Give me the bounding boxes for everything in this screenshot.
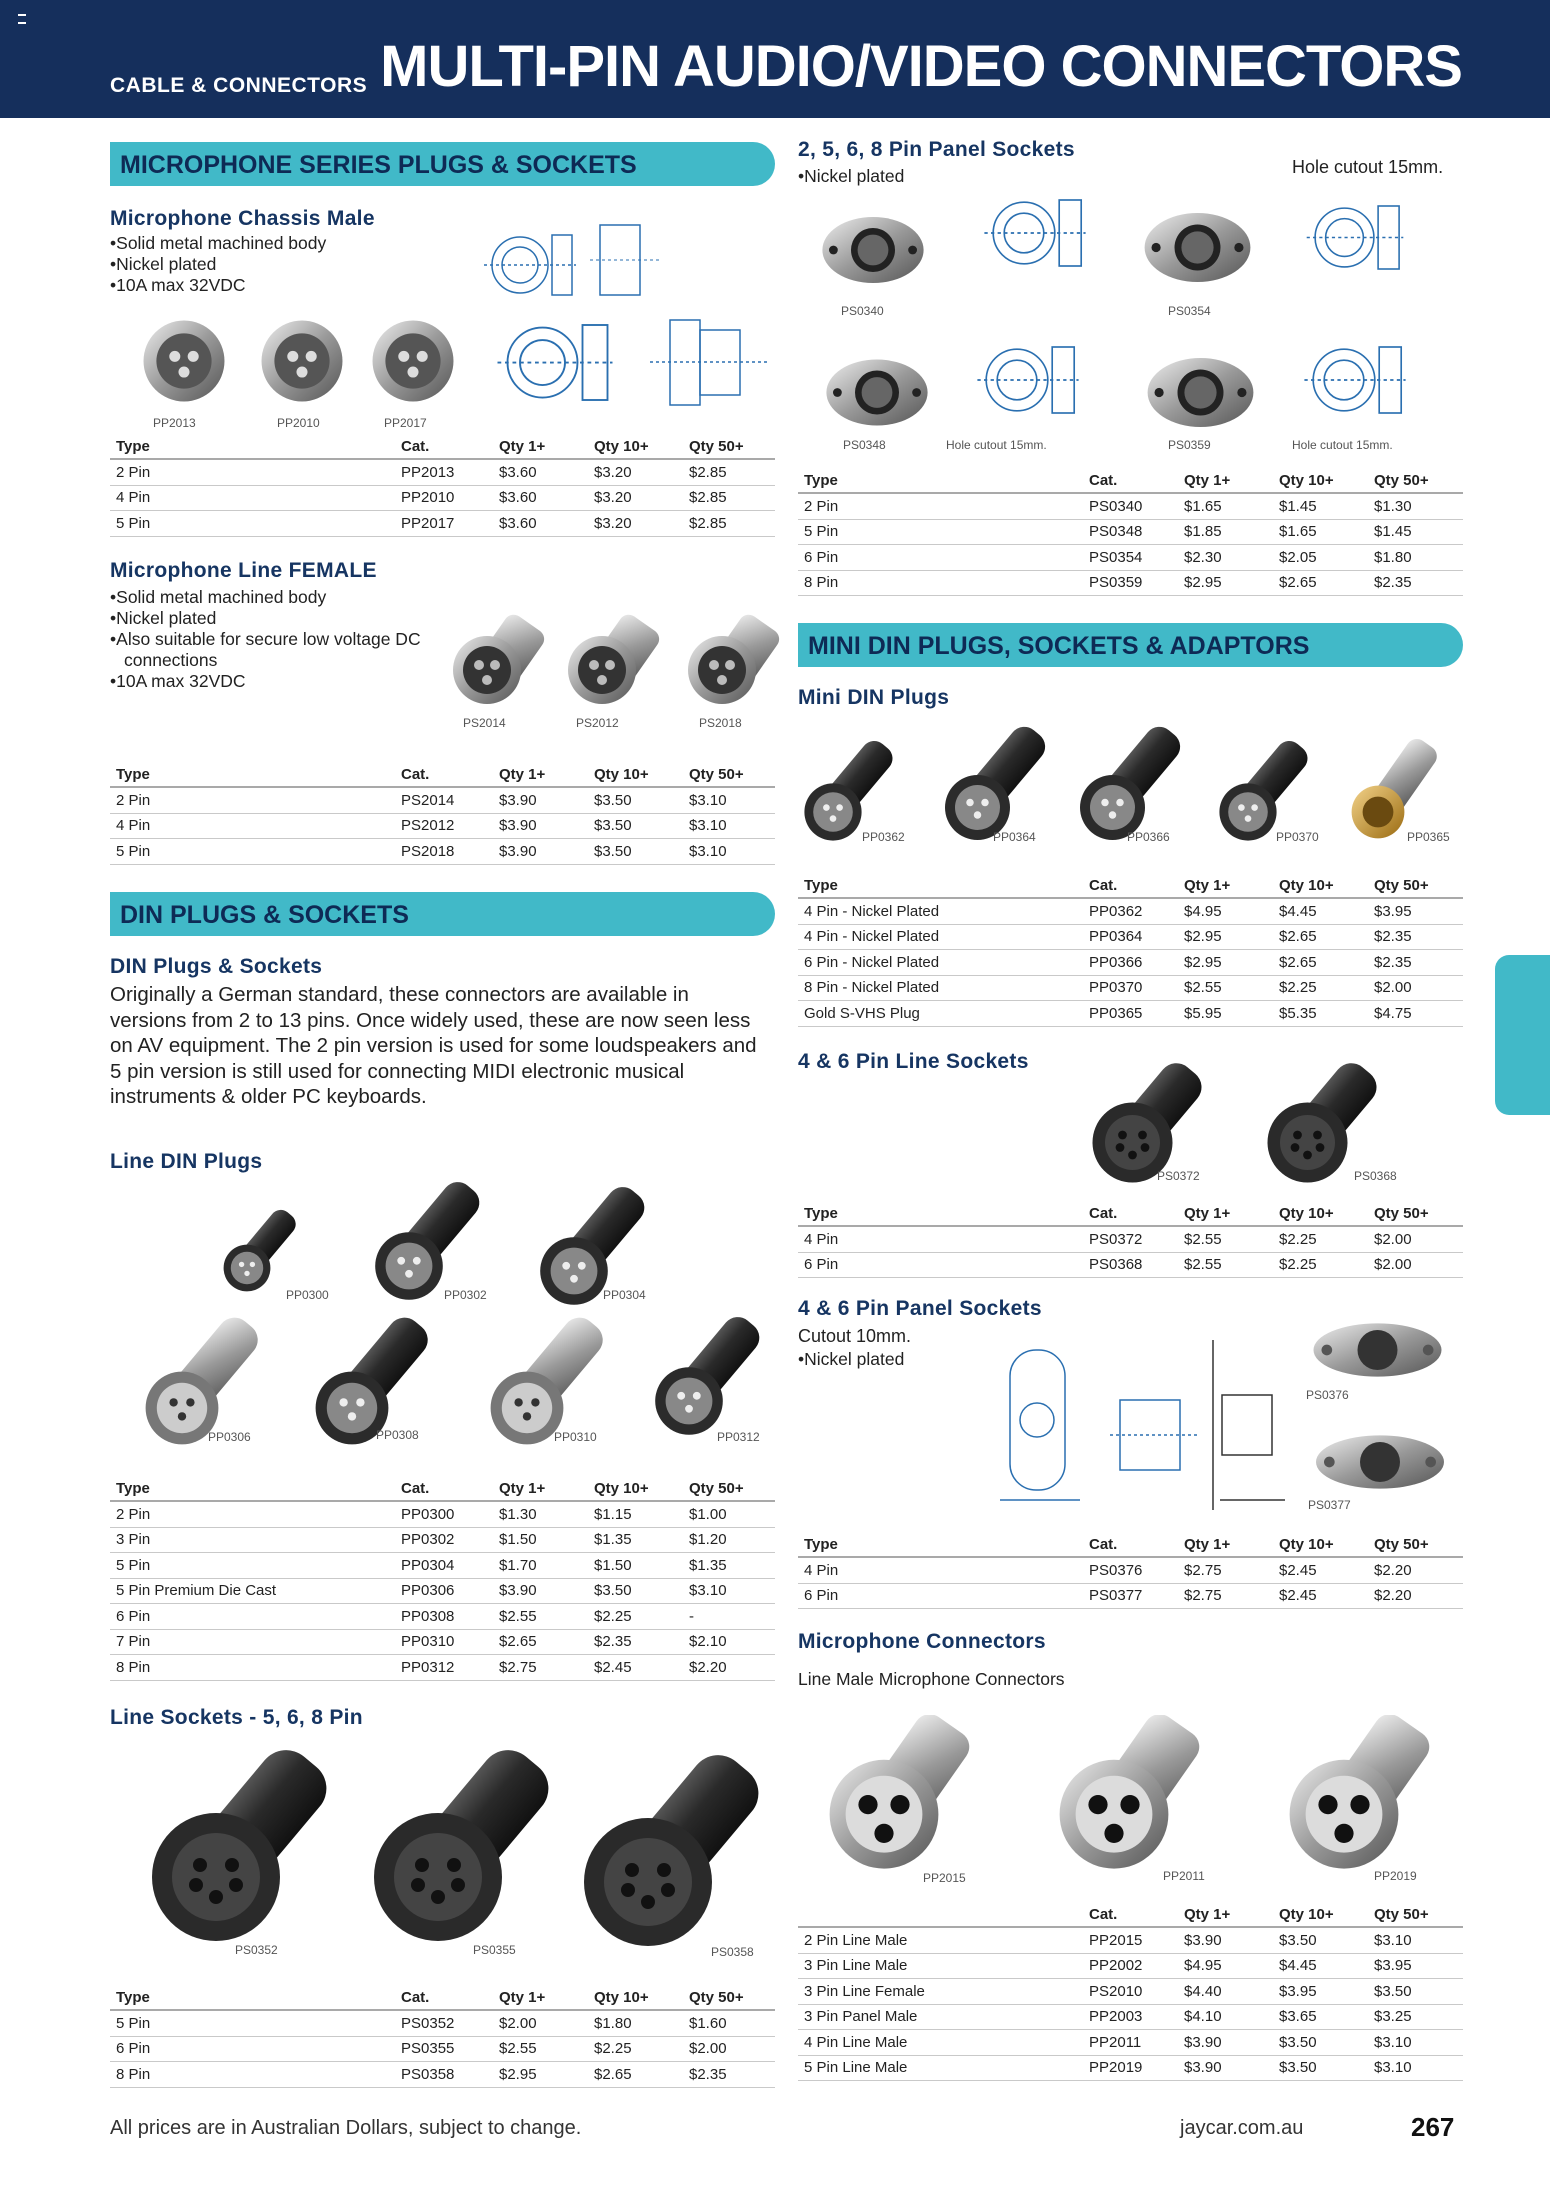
ps0354-image [1140, 200, 1255, 295]
table-row: 5 Pin Premium Die Cast PP0306 $3.90 $3.50 $3.10 [110, 1578, 775, 1604]
ps0376-image [1300, 1310, 1455, 1390]
table-row: 2 Pin PP2013 $3.60 $3.20 $2.85 [110, 459, 775, 485]
mic-chassis-table [110, 434, 775, 537]
mini-panel-cutout: Cutout 10mm. [798, 1326, 912, 1346]
table-row: 4 Pin - Nickel Plated PP0362 $4.95 $4.45 $3.95 [798, 898, 1463, 924]
pp0365-image [1345, 735, 1455, 845]
table-row: 2 Pin PP0300 $1.30 $1.15 $1.00 [110, 1501, 775, 1527]
ps0352-image [148, 1745, 348, 1945]
image-label: PP0306 [208, 1430, 251, 1444]
image-label: PP2019 [1374, 1869, 1417, 1883]
din-intro-text: Originally a German standard, these connectors are available in versions from 2 to 13 pins. Once widely used, these are now seen less on AV equipment. The 2 pin version is used for some loudspeakers and 5 pin version is still used for connecting MIDI electronic musical instruments & older PC keyboards. [110, 983, 757, 1109]
mic-female-table [110, 762, 775, 865]
image-label: PP0310 [554, 1430, 597, 1444]
table-row: 7 Pin PP0310 $2.65 $2.35 $2.10 [110, 1629, 775, 1655]
ps0377-image [1305, 1422, 1455, 1502]
pp0310-image [485, 1310, 625, 1450]
image-label: Hole cutout 15mm. [946, 438, 1047, 452]
page-number: 267 [1411, 2112, 1455, 2142]
ps0354-drawing-icon [1285, 185, 1425, 290]
mini-line-sockets-table [798, 1201, 1463, 1278]
ps2018-image [680, 610, 780, 710]
mic-chassis-title: Microphone Chassis Male [110, 207, 375, 230]
pp0366-image [1075, 720, 1200, 845]
ps0348-image [822, 345, 932, 440]
table-header: Type Cat. Qty 1+ Qty 10+ Qty 50+ [110, 1985, 775, 2010]
image-label: PP2011 [1163, 1869, 1205, 1883]
ps0368-image [1265, 1060, 1390, 1185]
mini-din-banner: MINI DIN PLUGS, SOCKETS & ADAPTORS [798, 623, 1463, 667]
table-row: 4 Pin PS0376 $2.75 $2.45 $2.20 [798, 1557, 1463, 1583]
image-label: PP0362 [862, 830, 905, 844]
mic-female-title: Microphone Line FEMALE [110, 559, 377, 582]
table-row: 4 Pin PP2010 $3.60 $3.20 $2.85 [110, 485, 775, 511]
panel-sockets-cutout: Hole cutout 15mm. [1292, 157, 1444, 177]
din-intro-title: DIN Plugs & Sockets [110, 955, 323, 978]
table-row: 4 Pin Line Male PP2011 $3.90 $3.50 $3.10 [798, 2030, 1463, 2056]
pp2010-image [256, 315, 348, 407]
mini-panel-side-drawing-icon [1110, 1340, 1310, 1520]
table-header: Type Cat. Qty 1+ Qty 10+ Qty 50+ [110, 1476, 775, 1501]
image-label: PP2015 [923, 1871, 966, 1885]
table-row: 6 Pin PS0368 $2.55 $2.25 $2.00 [798, 1252, 1463, 1278]
image-label: PP0366 [1127, 830, 1170, 844]
ps0359-drawing-icon [1285, 325, 1425, 435]
table-row: 5 Pin PS2018 $3.90 $3.50 $3.10 [110, 839, 775, 865]
table-header: Type Cat. Qty 1+ Qty 10+ Qty 50+ [798, 468, 1463, 493]
ps2012-image [560, 610, 660, 710]
pp2015-image [820, 1715, 980, 1875]
mini-panel-bullets: • Nickel plated [798, 1349, 904, 1370]
ps2014-image [445, 610, 545, 710]
table-row: 8 Pin PS0359 $2.95 $2.65 $2.35 [798, 570, 1463, 596]
table-row: 5 Pin Line Male PP2019 $3.90 $3.50 $3.10 [798, 2055, 1463, 2081]
table-row: 6 Pin - Nickel Plated PP0366 $2.95 $2.65 $2.35 [798, 950, 1463, 976]
table-row: 5 Pin PP0304 $1.70 $1.50 $1.35 [110, 1553, 775, 1579]
image-label: PP0364 [993, 830, 1036, 844]
image-label: PP2017 [384, 416, 427, 430]
ps0359-image [1143, 345, 1258, 440]
pp0362-image [800, 735, 910, 845]
table-header: Type Cat. Qty 1+ Qty 10+ Qty 50+ [798, 1532, 1463, 1557]
table-row: 5 Pin PS0348 $1.85 $1.65 $1.45 [798, 519, 1463, 545]
table-row: 6 Pin PS0354 $2.30 $2.05 $1.80 [798, 545, 1463, 571]
line-sockets-table [110, 1985, 775, 2088]
table-header: Type Cat. Qty 1+ Qty 10+ Qty 50+ [110, 434, 775, 459]
image-label: PS0359 [1168, 438, 1211, 452]
table-row: 8 Pin PP0312 $2.75 $2.45 $2.20 [110, 1655, 775, 1681]
ps0372-image [1090, 1060, 1215, 1185]
table-row: 3 Pin Panel Male PP2003 $4.10 $3.65 $3.25 [798, 2004, 1463, 2030]
table-row: 4 Pin - Nickel Plated PP0364 $2.95 $2.65 $2.35 [798, 924, 1463, 950]
image-label: PP0370 [1276, 830, 1319, 844]
image-label: PS0372 [1157, 1169, 1200, 1183]
din-banner: DIN PLUGS & SOCKETS [110, 892, 775, 936]
pp2013-image [138, 315, 230, 407]
table-row: 5 Pin PP2017 $3.60 $3.20 $2.85 [110, 511, 775, 537]
image-label: PP0304 [603, 1288, 646, 1302]
table-header: Type Cat. Qty 1+ Qty 10+ Qty 50+ [110, 762, 775, 787]
table-header: Type Cat. Qty 1+ Qty 10+ Qty 50+ [798, 873, 1463, 898]
table-row: 2 Pin Line Male PP2015 $3.90 $3.50 $3.10 [798, 1927, 1463, 1953]
table-row: 4 Pin PS2012 $3.90 $3.50 $3.10 [110, 813, 775, 839]
mini-panel-front-drawing-icon [995, 1320, 1085, 1510]
image-label: PS0377 [1308, 1498, 1351, 1512]
mic-connectors-table [798, 1902, 1463, 2081]
mic-connectors-subtitle: Line Male Microphone Connectors [798, 1669, 1065, 1689]
pp0306-image [140, 1310, 280, 1450]
image-label: PS2018 [699, 716, 742, 730]
panel-sockets-table [798, 468, 1463, 596]
mini-panel-sockets-table [798, 1532, 1463, 1609]
table-row: 6 Pin PP0308 $2.55 $2.25 - [110, 1604, 775, 1630]
image-label: PS0354 [1168, 304, 1211, 318]
footer-site-link[interactable]: jaycar.com.au [1180, 2117, 1304, 2139]
image-label: PP0308 [376, 1428, 419, 1442]
menu-icon [18, 14, 26, 24]
panel-sockets-bullets: • Nickel plated [798, 166, 904, 187]
chassis-dimension-drawing-icon [470, 300, 770, 425]
image-label: PP2013 [153, 416, 196, 430]
page-header [0, 0, 1550, 118]
table-row: 3 Pin Line Female PS2010 $4.40 $3.95 $3.50 [798, 1979, 1463, 2005]
ps0340-drawing-icon [955, 178, 1115, 288]
table-row: 3 Pin Line Male PP2002 $4.95 $4.45 $3.95 [798, 1953, 1463, 1979]
line-sockets-title: Line Sockets - 5, 6, 8 Pin [110, 1706, 363, 1729]
image-label: Hole cutout 15mm. [1292, 438, 1393, 452]
image-label: PS0352 [235, 1943, 278, 1957]
image-label: PS0358 [711, 1945, 754, 1959]
image-label: PS2012 [576, 716, 619, 730]
mic-connectors-title: Microphone Connectors [798, 1630, 1046, 1653]
page-title: MULTI-PIN AUDIO/VIDEO CONNECTORS [380, 34, 1462, 99]
pp0370-image [1215, 735, 1325, 845]
pp0364-image [940, 720, 1065, 845]
table-row: 3 Pin PP0302 $1.50 $1.35 $1.20 [110, 1527, 775, 1553]
image-label: PP0312 [717, 1430, 760, 1444]
panel-sockets-title: 2, 5, 6, 8 Pin Panel Sockets [798, 138, 1075, 161]
microphone-banner: MICROPHONE SERIES PLUGS & SOCKETS [110, 142, 775, 186]
mic-female-bullets: • Solid metal machined body • Nickel plated • Also suitable for secure low voltage DC connections • 10A max 32VDC [110, 587, 440, 692]
image-label: PP0302 [444, 1288, 487, 1302]
table-header: Cat. Qty 1+ Qty 10+ Qty 50+ [798, 1902, 1463, 1927]
pp2019-image [1280, 1715, 1440, 1875]
table-row: 8 Pin PS0358 $2.95 $2.65 $2.35 [110, 2062, 775, 2088]
side-tab [1495, 955, 1550, 1115]
pp2011-image [1050, 1715, 1210, 1875]
mini-plugs-table [798, 873, 1463, 1027]
table-row: 2 Pin PS2014 $3.90 $3.50 $3.10 [110, 787, 775, 813]
line-din-title: Line DIN Plugs [110, 1150, 263, 1173]
ps0340-image [818, 205, 928, 295]
table-row: 8 Pin - Nickel Plated PP0370 $2.55 $2.25 $2.00 [798, 975, 1463, 1001]
table-row: 6 Pin PS0377 $2.75 $2.45 $2.20 [798, 1583, 1463, 1609]
image-label: PS0340 [841, 304, 884, 318]
pp2017-image [367, 315, 459, 407]
ps0348-drawing-icon [948, 325, 1108, 435]
pp0300-image [220, 1205, 310, 1295]
image-label: PS0348 [843, 438, 886, 452]
table-row: 5 Pin PS0352 $2.00 $1.80 $1.60 [110, 2010, 775, 2036]
ps0358-image [580, 1750, 780, 1950]
image-label: PS0368 [1354, 1169, 1397, 1183]
image-label: PP2010 [277, 416, 320, 430]
footer-note: All prices are in Australian Dollars, subject to change. [110, 2117, 582, 2139]
pp0302-image [370, 1175, 500, 1305]
image-label: PP0300 [286, 1288, 329, 1302]
pp0312-image [650, 1310, 780, 1440]
table-row: 4 Pin PS0372 $2.55 $2.25 $2.00 [798, 1226, 1463, 1252]
line-din-table [110, 1476, 775, 1681]
image-label: PP0365 [1407, 830, 1450, 844]
table-row: 6 Pin PS0355 $2.55 $2.25 $2.00 [110, 2036, 775, 2062]
table-row: 2 Pin PS0340 $1.65 $1.45 $1.30 [798, 493, 1463, 519]
mini-plugs-title: Mini DIN Plugs [798, 686, 950, 709]
ps0355-image [370, 1745, 570, 1945]
section-label: CABLE & CONNECTORS [110, 74, 368, 97]
mini-panel-sockets-title: 4 & 6 Pin Panel Sockets [798, 1297, 1042, 1320]
image-label: PS0355 [473, 1943, 516, 1957]
table-header: Type Cat. Qty 1+ Qty 10+ Qty 50+ [798, 1201, 1463, 1226]
table-row: Gold S-VHS Plug PP0365 $5.95 $5.35 $4.75 [798, 1001, 1463, 1027]
image-label: PS0376 [1306, 1388, 1349, 1402]
mic-chassis-bullets: • Solid metal machined body • Nickel plated • 10A max 32VDC [110, 233, 326, 296]
chassis-side-drawing-icon [590, 215, 660, 310]
image-label: PS2014 [463, 716, 506, 730]
mini-line-sockets-title: 4 & 6 Pin Line Sockets [798, 1050, 1029, 1073]
